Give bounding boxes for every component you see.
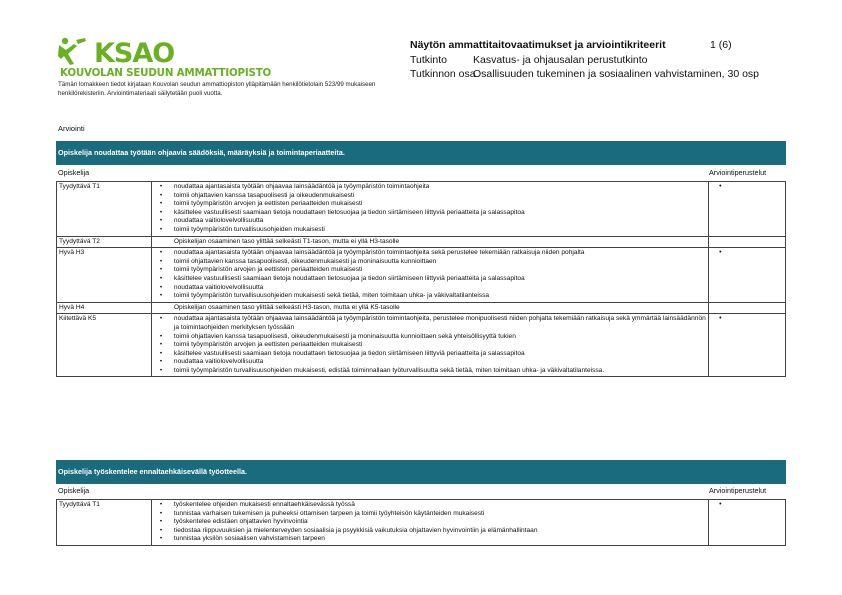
table-row	[57, 500, 786, 546]
list-item: • käsittelee vastuullisesti saamiaan tietoja noudattaen tietosuojaa ja tiedon siirtämiseen liittyviä periaatteita ja salassapitoa	[154, 275, 706, 284]
bullet-mark: •	[719, 501, 722, 508]
list-item: • työskentelee ohjeiden mukaisesti ennaltaehkäisevässä työssä	[154, 501, 706, 510]
criterion-heading: Opiskelija työskentelee ennaltaehkäisevällä työotteella.	[56, 460, 786, 484]
table-row	[57, 236, 786, 248]
list-item: • noudattaa ajantasaista työtään ohjaavaa lainsäädäntöä ja työympäristön toimintaohjeita	[154, 183, 706, 192]
logo-subtitle: KOUVOLAN SEUDUN AMMATTIOPISTO	[60, 67, 272, 79]
column-opiskelija: Opiskelija	[58, 168, 90, 177]
column-arviointiperustelut: Arviointiperustelut	[709, 168, 767, 177]
page-number: 1 (6)	[710, 39, 732, 51]
list-item: • noudattaa vaitiolovelvollisuutta	[154, 217, 706, 226]
criteria-table	[56, 499, 786, 546]
document-title: Näytön ammattitaitovaatimukset ja arviointikriteerit	[410, 39, 666, 51]
list-item: • toimii ohjattavien kanssa tasapuolisesti, oikeudenmukaisesti ja moninaisuutta kunnioittaen	[154, 258, 706, 267]
level-label: Hyvä H4	[57, 302, 152, 314]
ksao-figure-icon	[58, 36, 94, 66]
list-item: • toimii työympäristön arvojen ja eettisten periaatteiden mukaisesti	[154, 200, 706, 209]
criteria-table	[56, 181, 786, 377]
level-summary: Opiskelijan osaaminen taso ylittää selkeästi H3-tason, mutta ei yllä K5-tasolle	[173, 303, 400, 311]
logo-name: KSAO	[94, 38, 175, 69]
bullet-mark: •	[719, 249, 722, 257]
tutkinto-value: Kasvatus- ja ohjausalan perustutkinto	[473, 53, 648, 66]
privacy-note: Tämän lomakkeen tiedot kirjataan Kouvolan seudun ammattiopiston ylläpitämään henkilötietolain 523/99 mukaiseen henkilörekisteriin. Arviointimateriaali säilytetään puoli vuotta.	[58, 81, 376, 97]
column-arviointiperustelut: Arviointiperustelut	[709, 486, 767, 495]
table-row	[57, 182, 786, 237]
criteria-list	[154, 183, 706, 235]
list-item: • noudattaa ajantasaista työtään ohjaavaa lainsäädäntöä ja työympäristön toimintaohjeita sekä perustelee tekemiään ratkaisuja niiden pohjalta	[154, 249, 706, 258]
table-row	[57, 314, 786, 377]
criteria-list	[154, 249, 706, 301]
tutkinnon-osa-label: Tutkinnon osa	[410, 68, 476, 80]
list-item: • tunnistaa varhaisen tukemisen ja puheeksi ottamisen tarpeen ja toimii työyhteisön käytänteiden mukaisesti	[154, 510, 706, 519]
level-summary: Opiskelijan osaaminen taso ylittää selkeästi T1-tason, mutta ei yllä H3-tasolle	[173, 237, 400, 245]
ksao-logo	[58, 36, 308, 80]
assessment-cell[interactable]	[709, 302, 786, 314]
list-item: • noudattaa vaitiolovelvollisuutta	[154, 358, 706, 367]
column-headers	[56, 483, 786, 497]
tutkinto-label: Tutkinto	[410, 53, 447, 66]
list-item: • tiedostaa riippuvuuksien ja mielenterveyden sosiaalisia ja psyykkisiä vaikutuksia ohjattavien hyvinvointiin ja elämänhallintaan	[154, 527, 706, 536]
tutkinnon-osa-value: Osallisuuden tukeminen ja sosiaalinen vahvistaminen, 30 osp	[473, 68, 760, 80]
assessment-cell[interactable]	[709, 236, 786, 248]
assessment-cell[interactable]	[709, 500, 786, 546]
list-item: • toimii työympäristön turvallisuusohjeiden mukaisesti, edistää toiminnallaan työturvallisuutta sekä tietää, miten toimitaan uhka- ja väkivaltatilanteissa.	[154, 367, 706, 376]
document-meta	[410, 38, 759, 82]
table-row	[57, 302, 786, 314]
level-label: Tyydyttävä T1	[57, 182, 152, 237]
list-item: • noudattaa ajantasaista työtään ohjaavaa lainsäädäntöä ja työympäristön toimintaohjeita, perustelee monipuolisesti niiden pohjalta tekemiään ratkaisuja sekä ymmärtää lainsäädännön ja toimintaohjeiden merkityksen työssään	[154, 315, 706, 332]
level-label: Tyydyttävä T2	[57, 236, 152, 248]
level-label: Kiitettävä K5	[57, 314, 152, 377]
list-item: • noudattaa vaitiolovelvollisuutta	[154, 284, 706, 293]
bullet-mark: •	[719, 183, 722, 190]
list-item: • toimii työympäristön turvallisuusohjeiden mukaisesti	[154, 226, 706, 235]
document-header	[0, 0, 842, 110]
section-label: Arviointi	[58, 124, 85, 133]
assessment-cell[interactable]	[709, 248, 786, 303]
assessment-cell[interactable]	[709, 314, 786, 377]
assessment-cell[interactable]	[709, 182, 786, 237]
list-item: • toimii ohjattavien kanssa tasapuolisesti, oikeudenmukaisesti ja moninaisuutta kunnioittaen sekä yhteisöllisyyttä tukien	[154, 333, 706, 342]
level-label: Tyydyttävä T1	[57, 500, 152, 546]
list-item: • toimii työympäristön arvojen ja eettisten periaatteiden mukaisesti	[154, 266, 706, 275]
list-item: • toimii työympäristön arvojen ja eettisten periaatteiden mukaisesti	[154, 341, 706, 350]
column-opiskelija: Opiskelija	[58, 486, 90, 495]
list-item: • toimii työympäristön turvallisuusohjeiden mukaisesti sekä tietää, miten toimitaan uhka- ja väkivaltatilanteissa	[154, 292, 706, 301]
list-item: • käsittelee vastuullisesti saamiaan tietoja noudattaen tietosuojaa ja tiedon siirtämiseen liittyviä periaatteita ja salassapitoa	[154, 350, 706, 359]
bullet-mark: •	[719, 315, 722, 323]
list-item: • tunnistaa yksilön sosiaalisen vahvistamisen tarpeen	[154, 535, 706, 544]
list-item: • työskentelee edistäen ohjattavien hyvinvointia	[154, 518, 706, 527]
level-label: Hyvä H3	[57, 248, 152, 303]
criterion-heading: Opiskelija noudattaa työtään ohjaavia säädöksiä, määräyksiä ja toimintaperiaatteita.	[56, 141, 786, 165]
criteria-list	[154, 501, 706, 544]
criteria-list	[154, 315, 706, 375]
table-row	[57, 248, 786, 303]
column-headers	[56, 165, 786, 179]
list-item: • käsittelee vastuullisesti saamiaan tietoja noudattaen tietosuojaa ja tiedon siirtämiseen liittyviä periaatteita ja salassapitoa	[154, 209, 706, 218]
list-item: • toimii ohjattavien kanssa tasapuolisesti ja oikeudenmukaisesti	[154, 192, 706, 201]
